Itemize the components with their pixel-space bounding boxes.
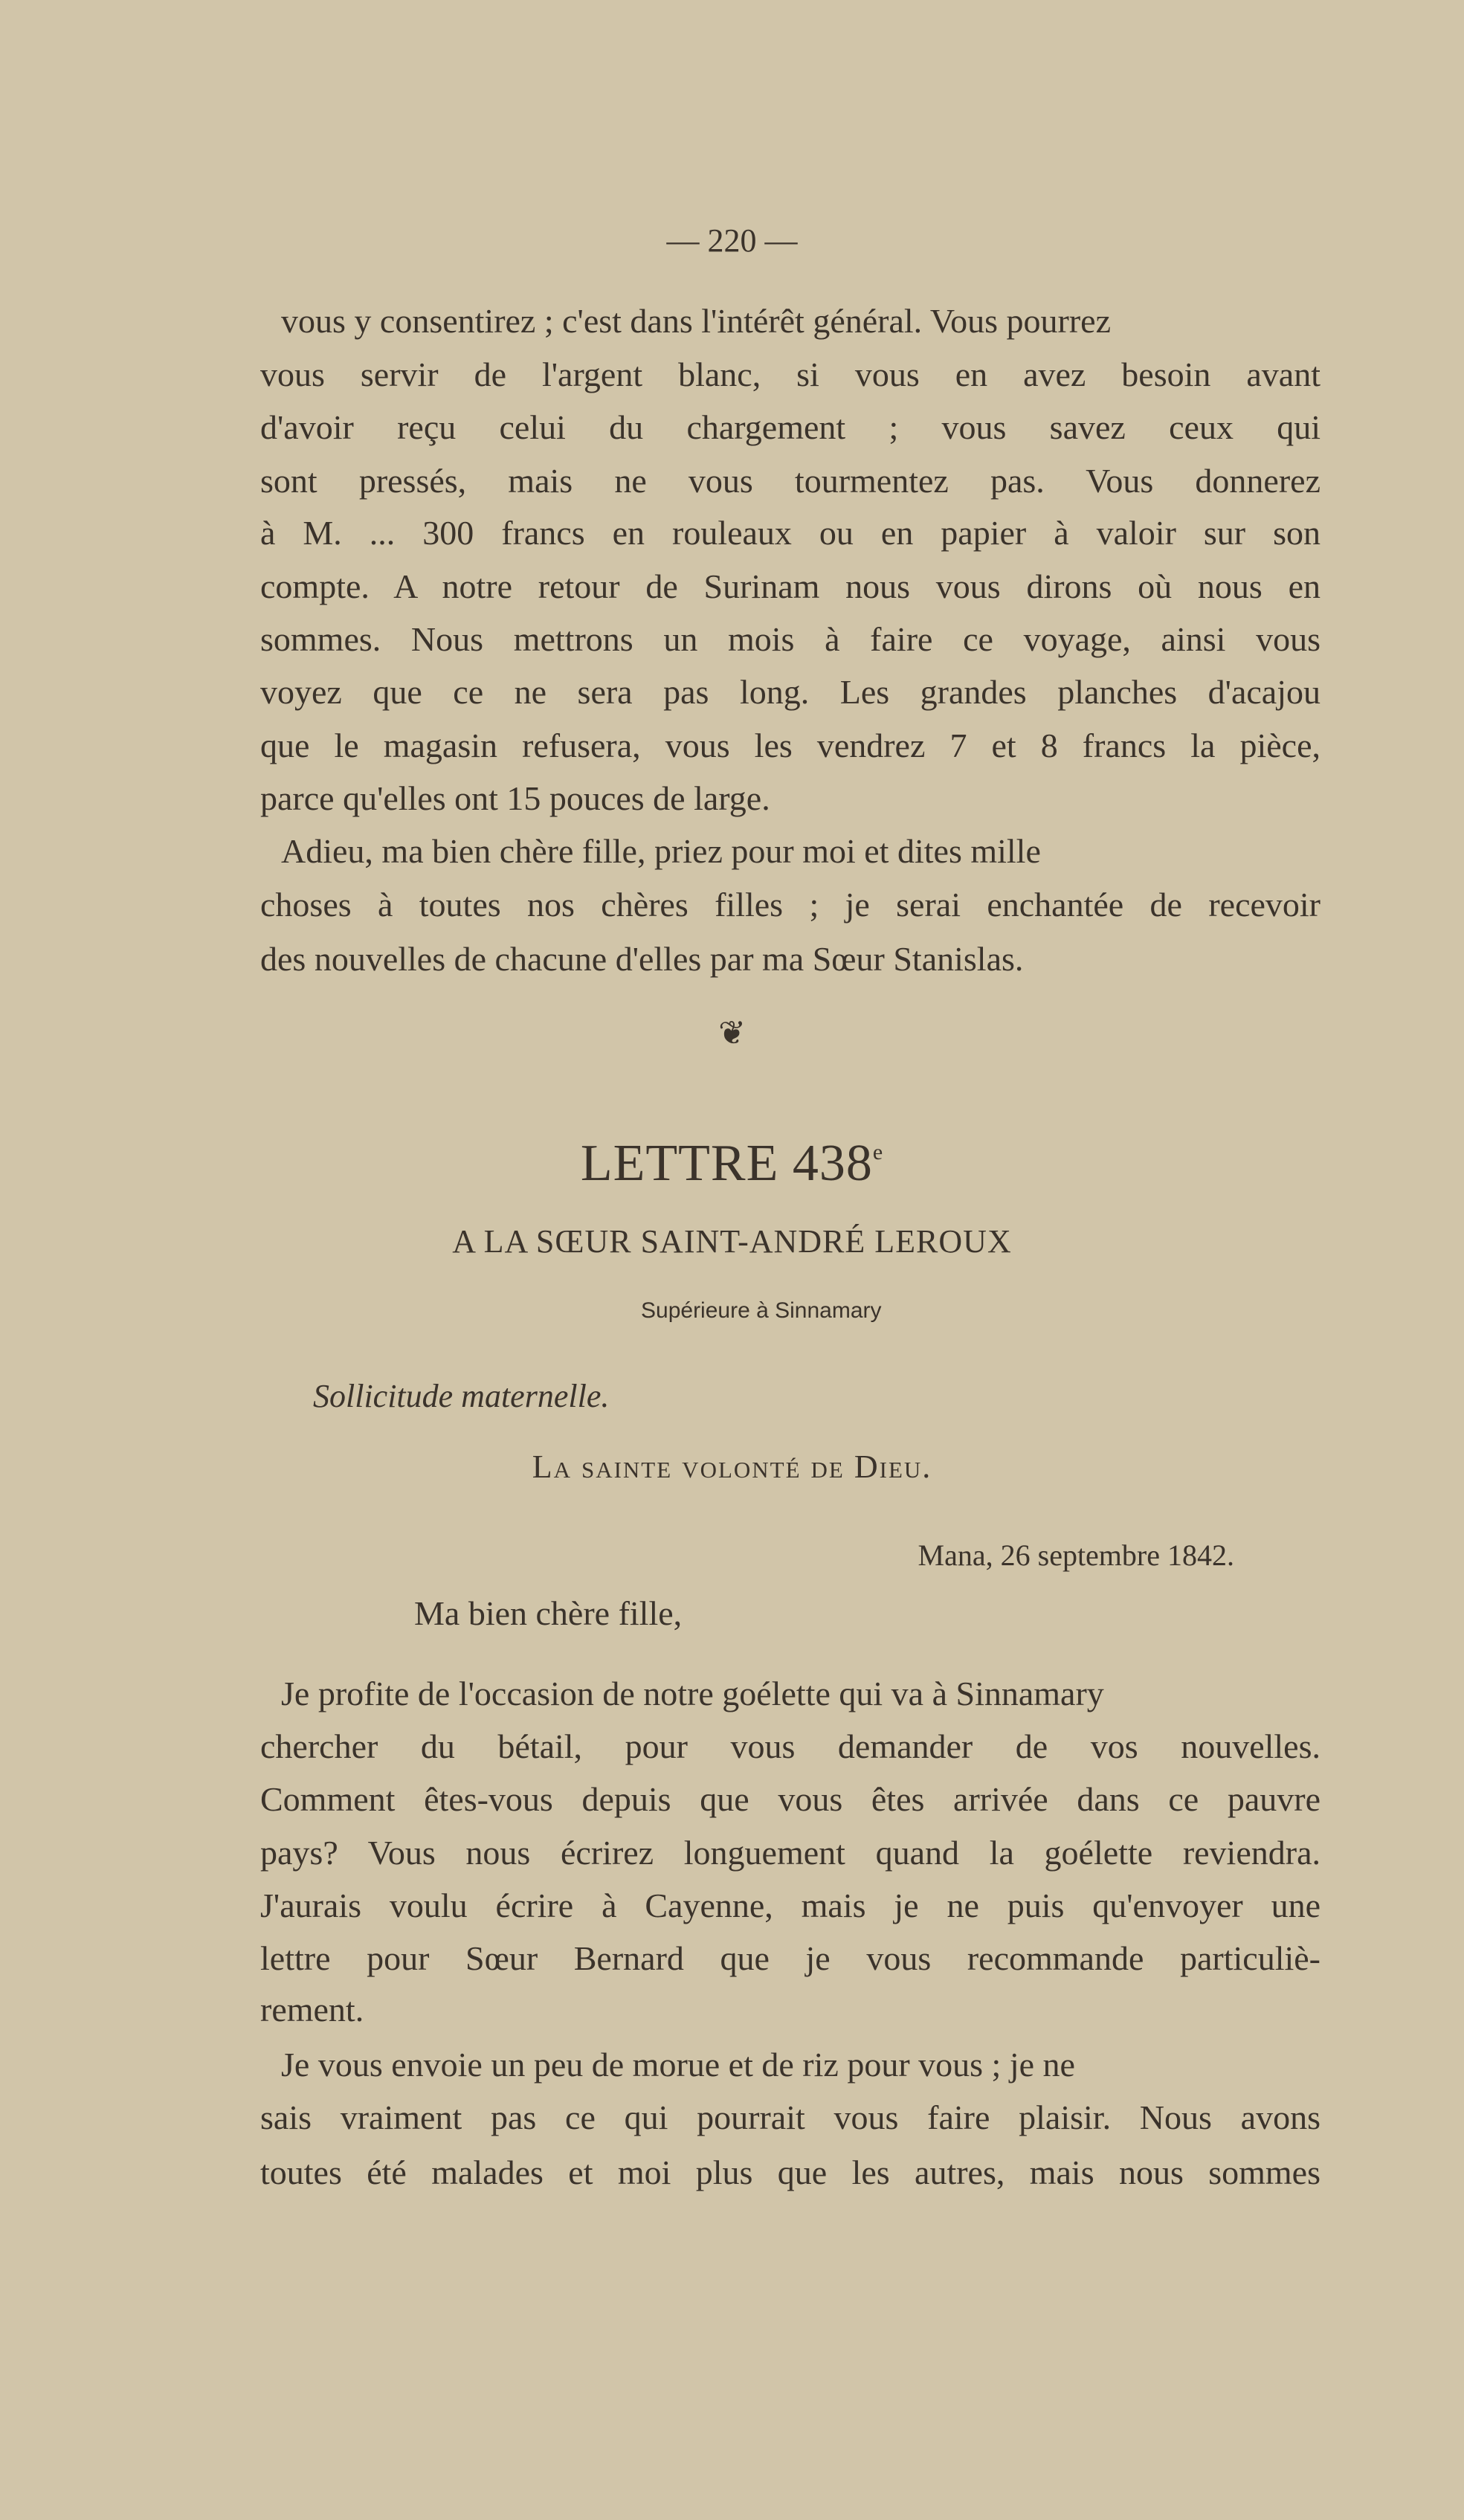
text-line: Comment êtes-vous depuis que vous êtes arrivée dans ce pauvre bbox=[260, 1780, 1320, 1818]
letter-theme: Sollicitude maternelle. bbox=[313, 1378, 610, 1414]
text-line: des nouvelles de chacune d'elles par ma Sœur Stanislas. bbox=[260, 940, 1024, 978]
salutation: Ma bien chère fille, bbox=[414, 1594, 683, 1632]
page-number: — 220 — bbox=[666, 222, 798, 259]
letter-addressee: A LA SŒUR SAINT-ANDRÉ LEROUX bbox=[452, 1223, 1012, 1260]
letter-title bbox=[0, 1115, 1464, 1190]
letter-topic: La sainte volonté de Dieu. bbox=[532, 1448, 932, 1485]
text-line: sont pressés, mais ne vous tourmentez pas. Vous donnerez bbox=[260, 462, 1320, 500]
text-line: compte. A notre retour de Surinam nous vous dirons où nous en bbox=[260, 567, 1320, 605]
fleuron-ornament-icon: ❦ bbox=[718, 1015, 746, 1051]
text-line: d'avoir reçu celui du chargement ; vous savez ceux qui bbox=[260, 408, 1320, 446]
text-line: choses à toutes nos chères filles ; je serai enchantée de recevoir bbox=[260, 886, 1320, 924]
text-line: vous servir de l'argent blanc, si vous en avez besoin avant bbox=[260, 355, 1320, 393]
letter-title-text: LETTRE 438 bbox=[580, 1135, 873, 1192]
text-line: sommes. Nous mettrons un mois à faire ce voyage, ainsi vous bbox=[260, 620, 1320, 658]
text-line: chercher du bétail, pour vous demander de vos nouvelles. bbox=[260, 1727, 1320, 1765]
text-line: J'aurais voulu écrire à Cayenne, mais je ne puis qu'envoyer une bbox=[260, 1886, 1320, 1924]
text-line: que le magasin refusera, vous les vendrez 7 et 8 francs la pièce, bbox=[260, 726, 1320, 764]
text-line: Je profite de l'occasion de notre goélette qui va à Sinnamary bbox=[281, 1675, 1104, 1712]
text-line: sais vraiment pas ce qui pourrait vous faire plaisir. Nous avons bbox=[260, 2098, 1320, 2136]
letter-title-suffix: e bbox=[872, 1140, 884, 1164]
addressee-role: Supérieure à Sinnamary bbox=[641, 1298, 882, 1323]
text-line: vous y consentirez ; c'est dans l'intérêt général. Vous pourrez bbox=[281, 302, 1111, 340]
text-line: rement. bbox=[260, 1991, 364, 2028]
text-line: toutes été malades et moi plus que les autres, mais nous sommes bbox=[260, 2153, 1320, 2191]
text-line: voyez que ce ne sera pas long. Les grandes planches d'acajou bbox=[260, 673, 1320, 711]
text-line: à M. ... 300 francs en rouleaux ou en papier à valoir sur son bbox=[260, 514, 1320, 552]
text-line: pays? Vous nous écrirez longuement quand la goélette reviendra. bbox=[260, 1834, 1320, 1872]
text-line: Adieu, ma bien chère fille, priez pour moi et dites mille bbox=[281, 832, 1041, 870]
text-line: Je vous envoie un peu de morue et de riz pour vous ; je ne bbox=[281, 2046, 1075, 2084]
letter-date: Mana, 26 septembre 1842. bbox=[918, 1538, 1234, 1572]
text-line: lettre pour Sœur Bernard que je vous recommande particuliè- bbox=[260, 1939, 1320, 1977]
text-line: parce qu'elles ont 15 pouces de large. bbox=[260, 779, 770, 817]
